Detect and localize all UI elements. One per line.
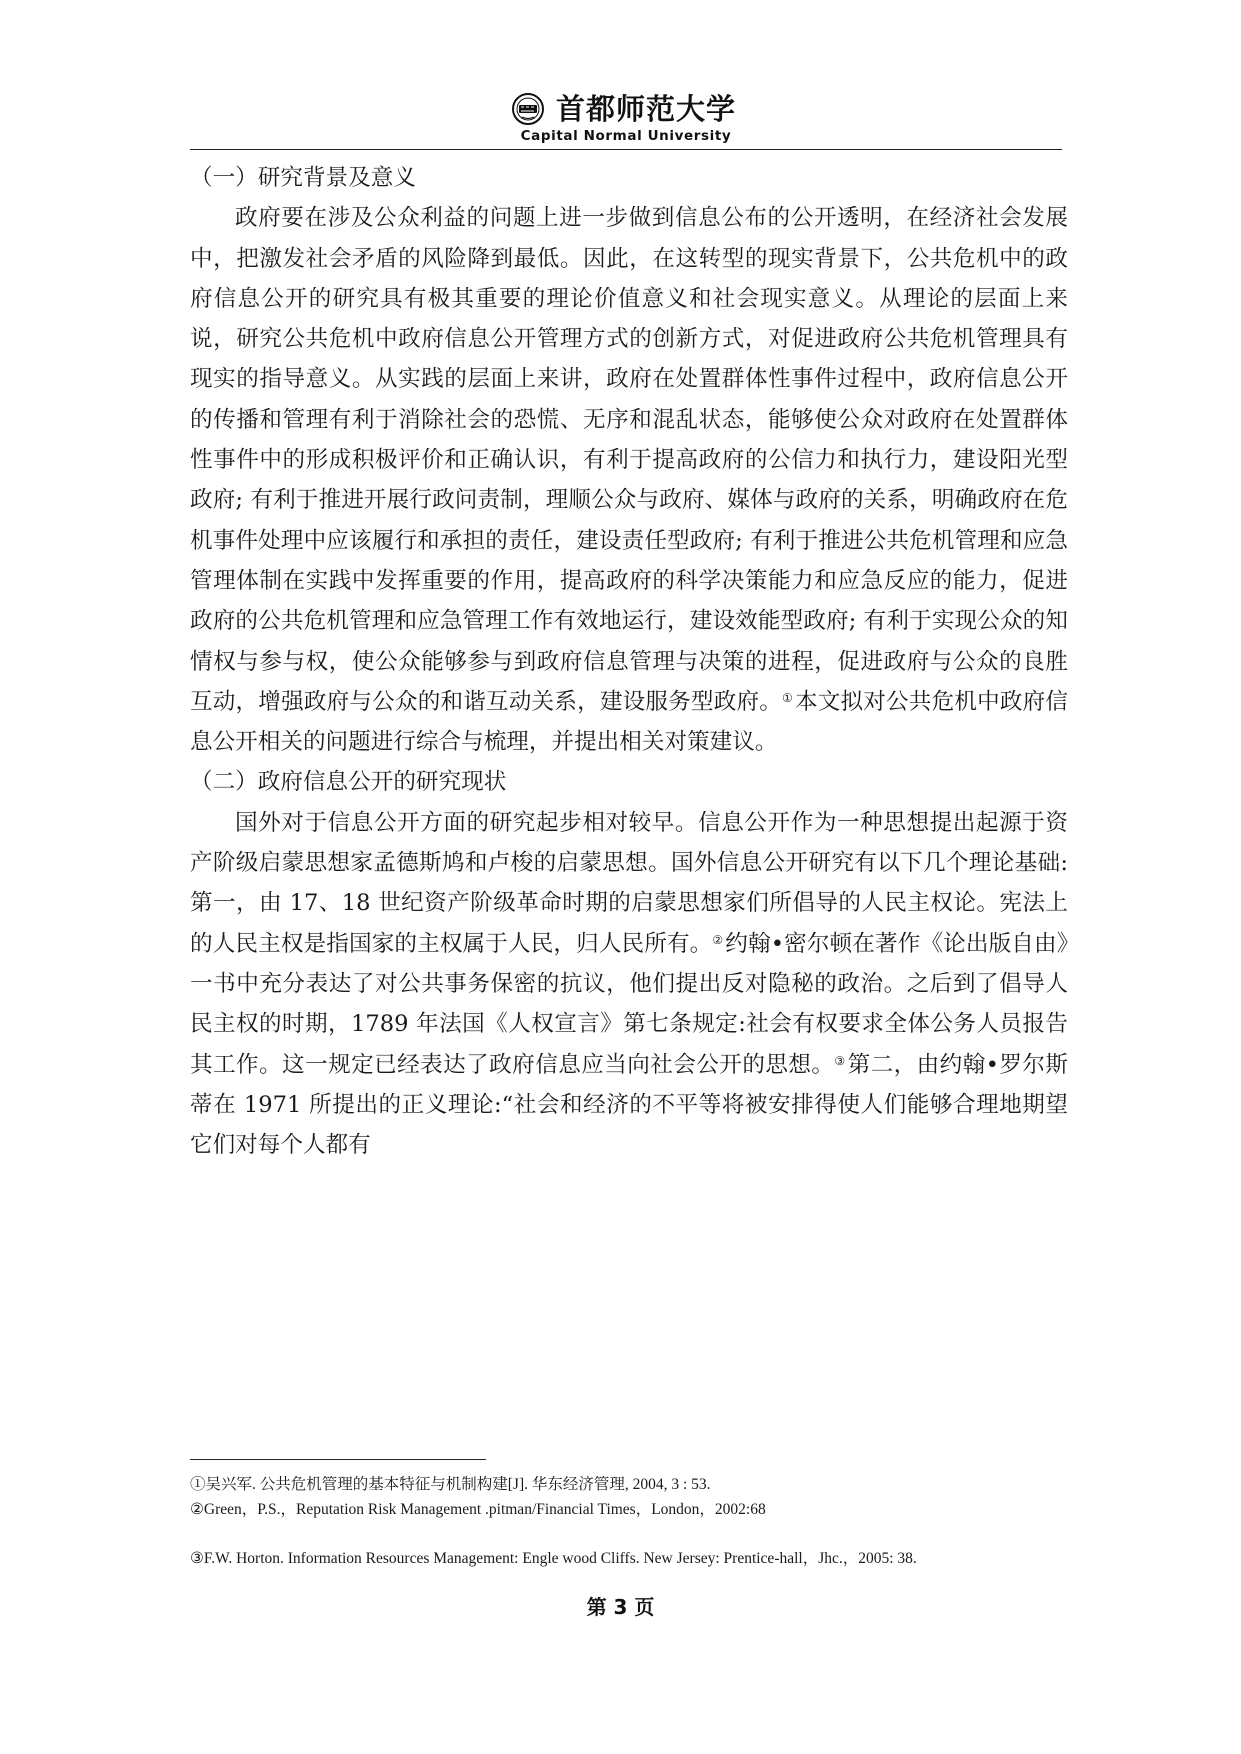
paragraph-text: 本文拟对公共危机中政府信息公开相关的问题进行综合与梳理，并提出相关对策建议。 xyxy=(190,688,1069,756)
paragraph-text: 国外对于信息公开方面的研究起步相对较早。信息公开作为一种思想提出起源于资产阶级启蒙思想家孟德斯鸠和卢梭的启蒙思想。国外信息公开研究有以下几个理论基础:第一，由 17、18 世纪资产阶级革命时期的启蒙思想家们所倡导的人民主权论。宪法上的人民主权是指国家的主权属于人民，归人民所有。 xyxy=(190,809,1068,957)
paragraph-background xyxy=(190,198,1068,762)
footnote-2: ②Green，P.S.，Reputation Risk Management .pitman/Financial Times，London，2002:68 xyxy=(190,1501,766,1518)
footnote-marker[interactable]: ③ xyxy=(834,1053,846,1068)
page-header xyxy=(190,92,1062,150)
paragraph-text: 政府要在涉及公众利益的问题上进一步做到信息公布的公开透明，在经济社会发展中，把激发社会矛盾的风险降到最低。因此，在这转型的现实背景下，公共危机中的政府信息公开的研究具有极其重要的理论价值意义和社会现实意义。从理论的层面上来说，研究公共危机中政府信息公开管理方式的创新方式，对促进政府公共危机管理具有现实的指导意义。从实践的层面上来讲，政府在处置群体性事件过程中，政府信息公开的传播和管理有利于消除社会的恐慌、无序和混乱状态，能够使公众对政府在处置群体性事件中的形成积极评价和正确认识，有利于提高政府的公信力和执行力，建设阳光型政府; 有利于推进开展行政问责制，理顺公众与政府、媒体与政府的关系，明确政府在危机事件处理中应该履行和承担的责任，建设责任型政府; 有利于推进公共危机管理和应急管理体制在实践中发挥重要的作用，提高政府的科学决策能力和应急反应的能力，促进政府的公共危机管理和应急管理工作有效地运行，建设效能型政府; 有利于实现公众的知情权与参与权，使公众能够参与到政府信息管理与决策的进程，促进政府与公众的良胜互动，增强政府与公众的和谐互动关系，建设服务型政府。 xyxy=(190,205,1068,715)
footnote-1: ①吴兴军. 公共危机管理的基本特征与机制构建[J]. 华东经济管理, 2004, 3 : 53. xyxy=(190,1476,711,1493)
document-body xyxy=(190,158,1068,1165)
footnote-3: ③F.W. Horton. Information Resources Management: Engle wood Cliffs. New Jersey: Prentice-hall，Jhc.，2005: 38. xyxy=(190,1550,917,1567)
paragraph-text: 约翰•密尔顿在著作《论出版自由》一书中充分表达了对公共事务保密的抗议，他们提出反对隐秘的政治。之后到了倡导人民主权的时期，1789 年法国《人权宣言》第七条规定:社会有权要求全体公务人员报告其工作。这一规定已经表达了政府信息应当向社会公开的思想。 xyxy=(190,930,1069,1078)
footnote-divider xyxy=(190,1459,486,1460)
paragraph-text: 第二，由约翰•罗尔斯蒂在 1971 所提出的正义理论:“社会和经济的不平等将被安排得使人们能够合理地期望它们对每个人都有 xyxy=(190,1051,1069,1159)
page-number: 第 3 页 xyxy=(586,1595,655,1619)
footnote-marker[interactable]: ② xyxy=(712,932,724,947)
university-name-cn: 首都师范大学 xyxy=(555,92,736,126)
university-name-en: Capital Normal University xyxy=(520,128,732,144)
university-logo xyxy=(190,92,1062,126)
section-heading-background: （一）研究背景及意义 xyxy=(190,165,416,191)
header-divider xyxy=(190,149,1062,150)
footnote-marker[interactable]: ① xyxy=(782,690,793,705)
paragraph-research-status xyxy=(190,803,1068,1166)
section-heading-research-status: （二）政府信息公开的研究现状 xyxy=(190,769,507,796)
university-seal-icon xyxy=(512,93,544,125)
